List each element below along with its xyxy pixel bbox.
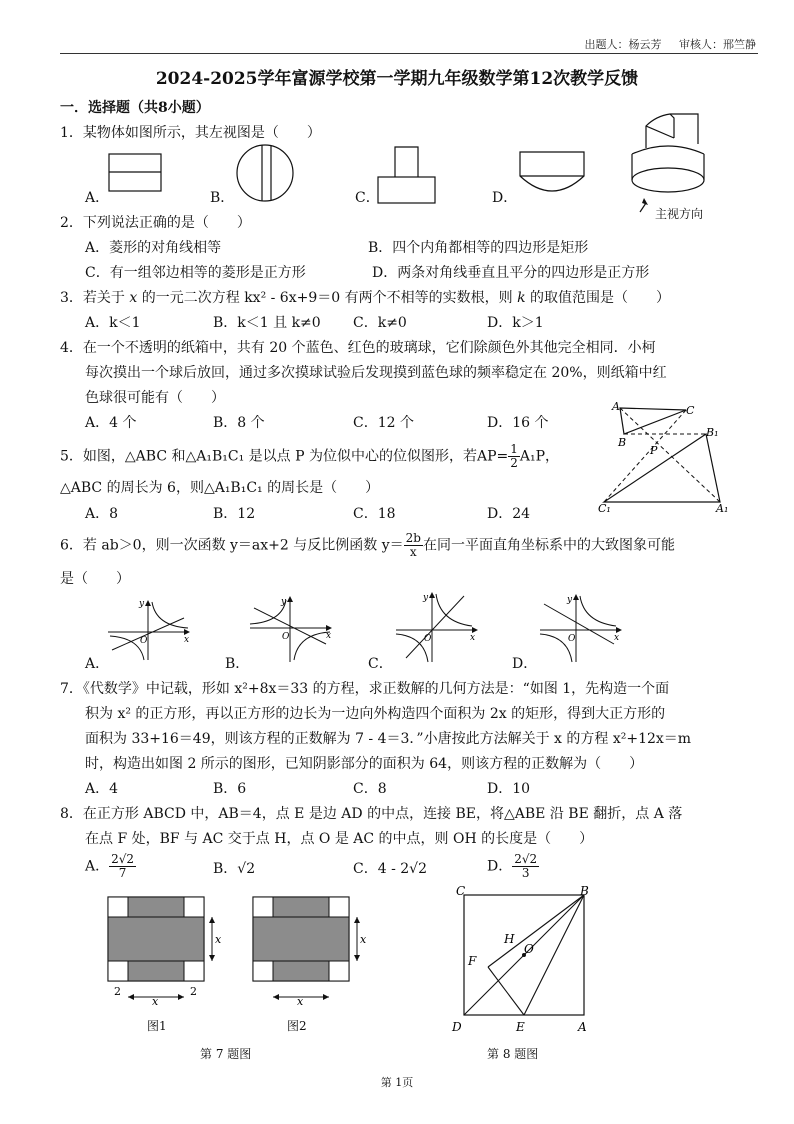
q7-line-4: 时，构造出如图 2 所示的图形，已知阴影部分的面积为 64，则该方程的正数解为（ ） (85, 756, 644, 772)
q3-stem (60, 287, 670, 307)
q6a-x: x (184, 635, 190, 645)
q6c-origin: O (424, 634, 432, 644)
q7-option-d: D．10 (487, 781, 531, 797)
q6-stem-end: 在同一平面直角坐标系中的大致图象可能 (422, 537, 675, 554)
q5-option-c: C．18 (353, 506, 396, 522)
q7-line-3: 面积为 33+16＝49，则该方程的正数解为 7 - 4＝3．”小唐按此方法解关于 x 的方程 x²+12x＝m (85, 731, 692, 747)
q7f1-dim-x-bottom: x (152, 995, 159, 1008)
q4-option-c: C．12 个 (353, 415, 414, 431)
q8-option-d (487, 853, 539, 880)
q1-stem: 1．某物体如图所示，其左视图是（ ） (60, 125, 321, 141)
section-heading: 一．选择题（共8小题） (60, 100, 210, 116)
q2-option-c: C．有一组邻边相等的菱形是正方形 (85, 265, 306, 281)
q8-label-e: E (516, 1020, 525, 1034)
q7f1-dim-x-right: x (215, 933, 222, 946)
q6-option-c: C． (368, 656, 393, 672)
page-title: 2024-2025学年富源学校第一学期九年级数学第12次教学反馈 (155, 69, 639, 89)
q7-option-c: C．8 (353, 781, 387, 797)
q7-option-a: A．4 (85, 781, 119, 797)
q4-option-b: B．8 个 (213, 415, 265, 431)
q8-label-d: D (452, 1020, 462, 1034)
q3-option-c: C．k≠0 (353, 315, 407, 331)
q6b-y: y (281, 597, 287, 607)
q3-option-d: D．k＞1 (487, 315, 544, 331)
q8-label-h: H (504, 932, 515, 946)
q5-label-c: C (686, 404, 695, 417)
q8-option-b: B．√2 (213, 861, 256, 877)
q1-option-c: C． (355, 190, 380, 206)
q1-view-direction-label: 主视方向 (655, 207, 704, 221)
q6-stem: 6．若 ab＞0，则一次函数 y＝ax+2 与反比例函数 y＝ (60, 537, 404, 554)
q5-a1p: A₁P， (519, 448, 560, 465)
q6-line-2: 是（ ） (60, 571, 130, 587)
q7f1-dim-2-left: 2 (114, 985, 121, 998)
q7-fig2-label: 图2 (287, 1019, 307, 1033)
q5-ap: AP= (476, 448, 509, 465)
q1-option-b: B． (210, 190, 235, 206)
q8-d-frac (512, 853, 539, 880)
q5-label-a: A (612, 400, 620, 413)
q8-figure (450, 885, 600, 1037)
q5-fraction (508, 443, 520, 470)
q3-var-k: k (517, 290, 526, 306)
q4-line-1: 4．在一个不透明的纸箱中，共有 20 个蓝色、红色的玻璃球，它们除颜色外其他完全相同．小柯 (60, 340, 656, 356)
q5-frac-den: 2 (510, 456, 518, 470)
q6d-y: y (567, 595, 573, 605)
q3-stem-a: 3．若关于 (60, 290, 125, 306)
q6d-x: x (614, 633, 620, 643)
page-footer: 第 1页 (380, 1076, 414, 1089)
q5-option-d: D．24 (487, 506, 531, 522)
q6-option-b: B． (225, 656, 250, 672)
q7f1-dim-2-right: 2 (190, 985, 197, 998)
q6b-x: x (326, 631, 332, 641)
q8-line-1: 8．在正方形 ABCD 中，AB＝4，点 E 是边 AD 的中点，连接 BE，将△ABE 沿 BE 翻折，点 A 落 (60, 806, 683, 822)
q8-d-den: 3 (521, 866, 530, 880)
q6-frac-den: x (409, 545, 417, 559)
q3-stem-f: 的取值范围是（ ） (530, 290, 671, 306)
q6-frac-num: 2b (405, 531, 421, 545)
q5-label-p: P (650, 444, 658, 457)
q6-option-d: D． (512, 656, 538, 672)
q5-option-a: A．8 (85, 506, 119, 522)
q5-option-b: B．12 (213, 506, 256, 522)
q6b-origin: O (282, 632, 290, 642)
q2-option-a: A．菱形的对角线相等 (85, 240, 222, 256)
q1-figure-b (235, 143, 295, 203)
q6d-origin: O (568, 634, 576, 644)
q6-fraction (404, 532, 423, 559)
q8-a-label: A． (85, 858, 110, 875)
q8-caption: 第 8 题图 (487, 1047, 539, 1061)
q8-label-f: F (468, 954, 477, 968)
q8-line-2: 在点 F 处，BF 与 AC 交于点 H，点 O 是 AC 的中点，则 OH 的长度是（ ） (85, 831, 594, 847)
q2-option-d: D．两条对角线垂直且平分的四边形是正方形 (372, 265, 650, 281)
q7f2-dim-x-right: x (360, 933, 367, 946)
q6a-y: y (139, 599, 145, 609)
q1-option-d: D． (492, 190, 518, 206)
q1-option-a: A． (85, 190, 110, 206)
q5-line-1 (60, 443, 559, 470)
q7-figure-2 (245, 893, 375, 1008)
q6c-y: y (423, 593, 429, 603)
q4-option-a: A．4 个 (85, 415, 137, 431)
q8-label-b: B (580, 885, 589, 898)
q8-a-num: 2√2 (111, 852, 135, 866)
q5-label-a1: A₁ (716, 502, 729, 515)
q8-d-num: 2√2 (514, 852, 538, 866)
q7-line-1: 7．《代数学》中记载，形如 x²+8x＝33 的方程，求正数解的几何方法是：“如图 1，先构造一个面 (60, 681, 670, 697)
q8-option-c: C．4 - 2√2 (353, 861, 427, 877)
q1-figure-c (377, 145, 437, 205)
q7f2-dim-x-bottom: x (297, 995, 304, 1008)
reviewer-label: 审核人：邢竺静 (679, 38, 756, 51)
q4-line-3: 色球很可能有（ ） (85, 390, 225, 406)
q6-option-a: A． (85, 656, 110, 672)
q6-graph-b (246, 592, 336, 664)
q5-line-2: △ABC 的周长为 6，则△A₁B₁C₁ 的周长是（ ） (60, 480, 380, 496)
q5-label-b: B (618, 436, 627, 449)
q6c-x: x (470, 633, 476, 643)
q5-label-b1: B₁ (706, 426, 719, 439)
q6-graph-d (536, 590, 626, 664)
q7-fig1-label: 图1 (147, 1019, 167, 1033)
q3-stem-c: 的一元二次方程 (141, 290, 240, 306)
setter-label: 出题人：杨云芳 (584, 38, 662, 51)
q3-var-x: x (129, 290, 138, 306)
q8-label-c: C (456, 885, 466, 898)
q8-label-a: A (578, 1020, 587, 1034)
q5-label-c1: C₁ (598, 502, 611, 515)
q7-caption: 第 7 题图 (200, 1047, 252, 1061)
q5-frac-num: 1 (510, 442, 518, 456)
q6-graph-a (104, 596, 194, 664)
q8-a-den: 7 (118, 866, 127, 880)
q8-a-frac (109, 853, 136, 880)
header-rule (60, 53, 758, 54)
q4-option-d: D．16 个 (487, 415, 549, 431)
q3-equation: kx² - 6x+9＝0 (244, 290, 341, 306)
q3-option-a: A．k＜1 (85, 315, 141, 331)
q2-option-b: B．四个内角都相等的四边形是矩形 (368, 240, 589, 256)
q8-d-label: D． (487, 858, 513, 875)
q7-option-b: B．6 (213, 781, 247, 797)
q1-solid-figure (628, 108, 712, 218)
q1-figure-d (518, 150, 586, 202)
q3-stem-d: 有两个不相等的实数根，则 (344, 290, 513, 306)
q6a-origin: O (140, 636, 148, 646)
q3-option-b: B．k＜1 且 k≠0 (213, 315, 321, 331)
q5-figure (598, 398, 738, 518)
q7-line-2: 积为 x² 的正方形，再以正方形的边长为一边向外构造四个面积为 2x 的矩形，得到大正方形的 (85, 706, 666, 722)
q7-figure-1 (100, 893, 230, 1008)
q1-figure-a (108, 153, 163, 193)
q2-stem: 2．下列说法正确的是（ ） (60, 215, 251, 231)
q8-label-o: O (524, 942, 534, 956)
q6-graph-c (392, 588, 482, 664)
q5-stem: 5．如图，△ABC 和△A₁B₁C₁ 是以点 P 为位似中心的位似图形，若 (60, 448, 477, 465)
page-header (585, 36, 756, 52)
q6-line-1 (60, 532, 675, 559)
q8-option-a (85, 853, 136, 880)
q4-line-2: 每次摸出一个球后放回，通过多次摸球试验后发现摸到蓝色球的频率稳定在 20%，则纸箱中红 (85, 365, 667, 381)
